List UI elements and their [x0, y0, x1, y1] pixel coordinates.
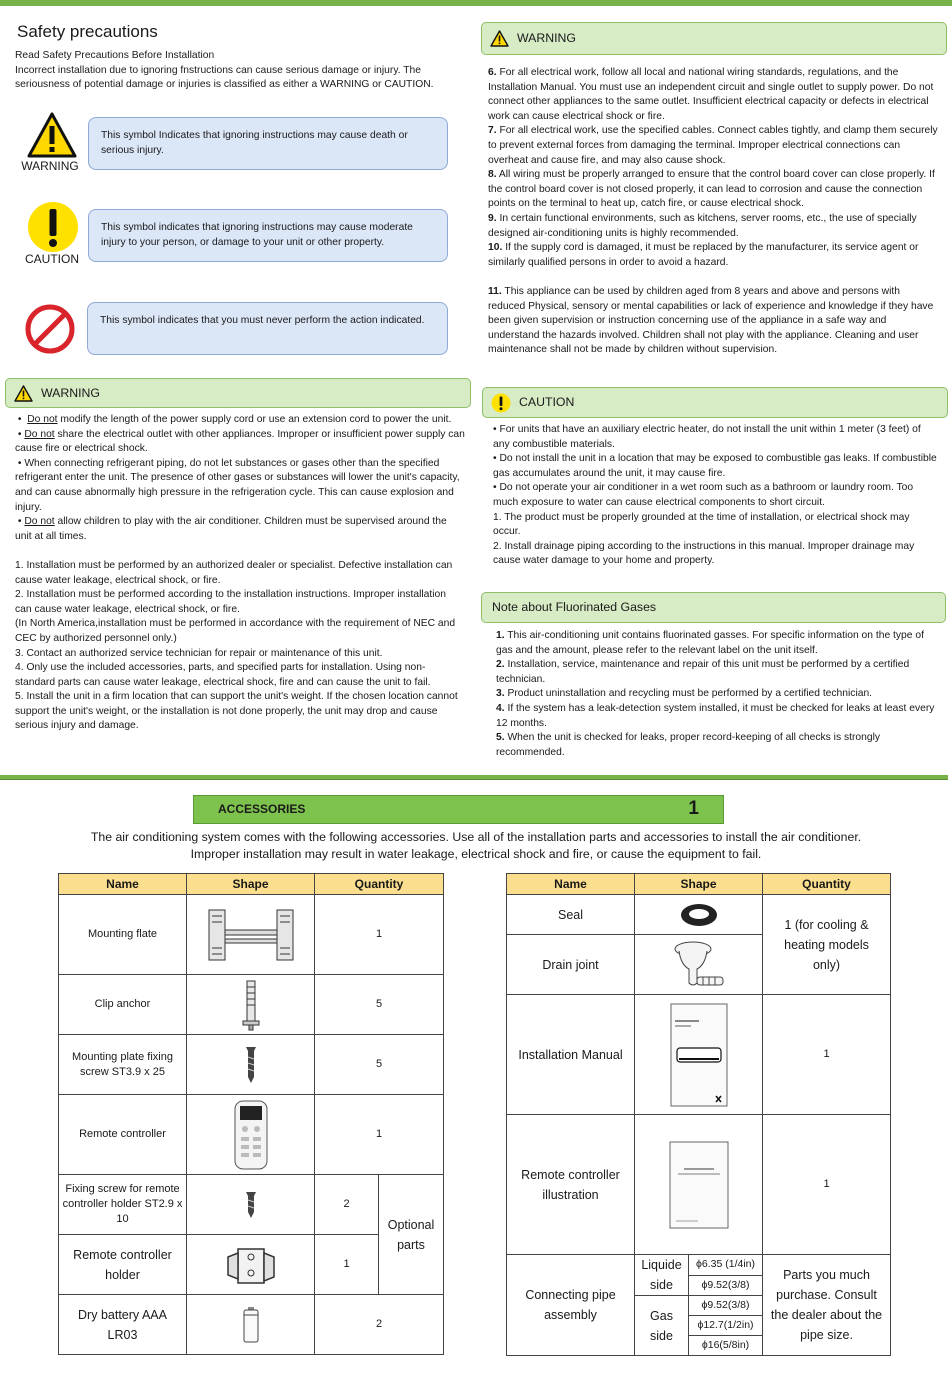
section-divider — [0, 775, 948, 780]
item-qty: 1 — [315, 1095, 444, 1175]
fluorinated-title: Note about Fluorinated Gases — [492, 600, 657, 615]
table-row — [507, 1115, 891, 1255]
col-header-quantity: Quantity — [315, 874, 444, 895]
item-name: Mounting plate fixing screw ST3.9 x 25 — [59, 1035, 187, 1095]
accessories-header — [193, 795, 724, 824]
header-intro — [15, 49, 465, 93]
warning-triangle-icon — [27, 112, 77, 164]
bullet-item: • Do not modify the length of the power supply cord or use an extension cord to power the unit. — [15, 414, 452, 425]
warning-symbol-label: WARNING — [21, 159, 79, 173]
pipe-size: ϕ9.52(3/8) — [689, 1275, 763, 1296]
liquid-side-label: Liquide side — [635, 1255, 689, 1296]
numbered-item: 3. Product uninstallation and recycling must be performed by a certified technician. — [496, 688, 873, 700]
numbered-item: 5. When the unit is checked for leaks, proper record-keeping of all checks is strongly recommended. — [496, 732, 881, 758]
caution-circle-icon — [27, 201, 79, 259]
pipe-size: ϕ6.35 (1/4in) — [689, 1255, 763, 1276]
remote-holder-icon — [190, 1243, 311, 1287]
intro-text: Incorrect installation due to ignoring fnstructions can cause serious damage or injury. The seriousness of potential damage or injuries is classified as either a WARNING or CAUTION. — [15, 64, 434, 91]
item-name: Clip anchor — [59, 975, 187, 1035]
accessories-title: ACCESSORIES — [218, 802, 306, 817]
item-qty: 1 — [763, 1115, 891, 1255]
numbered-item: 2. Installation must be performed according to the installation instructions. Improper installation can cause water leakage, electrical shock, or fire. — [15, 589, 446, 615]
item-name: Remote controller illustration — [507, 1115, 635, 1255]
table-row — [59, 1175, 444, 1235]
item-name: Installation Manual — [507, 995, 635, 1115]
screw-icon — [190, 1045, 311, 1085]
col-header-name: Name — [59, 874, 187, 895]
warning-symbol-callout — [88, 117, 448, 170]
item-qty: 1 — [315, 895, 444, 975]
table-row — [507, 895, 891, 935]
bullet-item: • For units that have an auxiliary electric heater, do not install the unit within 1 meter (3 feet) of any combustible materials. — [493, 424, 921, 450]
small-screw-icon — [190, 1190, 311, 1220]
optional-parts-label: Optional parts — [379, 1175, 444, 1295]
col-header-name: Name — [507, 874, 635, 895]
table-row — [507, 995, 891, 1115]
prohibit-symbol-text: This symbol indicates that you must never perform the action indicated. — [100, 315, 425, 326]
table-row — [59, 1295, 444, 1355]
caution-header — [482, 387, 948, 418]
accessories-table-right — [506, 873, 891, 1356]
caution-title: CAUTION — [519, 395, 575, 410]
left-warning-title: WARNING — [41, 385, 100, 400]
page-title: Safety precautions — [17, 22, 158, 41]
pipe-size: ϕ16(5/8in) — [689, 1336, 763, 1356]
item-qty: 5 — [315, 1035, 444, 1095]
left-warning-body — [15, 413, 465, 734]
numbered-item: 11. This appliance can be used by children aged from 8 years and above and persons with reduced Physical, sensory or mental capabilities or lack of experience and knowledge if they have been given supervision or instruction concerning use of the appliance in a safe way and understand the hazards involved. Children shall not play with the appliance. Cleaning and user maintenance shall not be made by children without supervision. — [488, 285, 934, 356]
left-warning-header — [5, 378, 471, 408]
item-qty: 5 — [315, 975, 444, 1035]
pipe-size: ϕ9.52(3/8) — [689, 1296, 763, 1316]
right-warning-title: WARNING — [517, 31, 576, 46]
top-accent-bar — [0, 0, 952, 6]
item-name: Fixing screw for remote controller holder ST2.9 x 10 — [59, 1175, 187, 1235]
installation-manual-icon — [638, 1002, 759, 1108]
bullet-item: • Do not install the unit in a location that may be exposed to combustible gas leaks. If combustible gas accumulates around the unit, it may cause fire. — [493, 453, 937, 479]
table-row — [59, 1095, 444, 1175]
right-warning-body — [488, 66, 940, 358]
table-row — [507, 1255, 891, 1276]
numbered-item: 10. If the supply cord is damaged, it must be replaced by the manufacturer, its service agent or similarly qualified persons in order to avoid a hazard. — [488, 242, 919, 268]
item-name: Dry battery AAA LR03 — [59, 1295, 187, 1355]
caution-small-icon — [491, 393, 511, 413]
item-name: Mounting flate — [59, 895, 187, 975]
warning-symbol-text: This symbol Indicates that ignoring instructions may cause death or serious injury. — [101, 130, 408, 156]
right-warning-header — [481, 22, 947, 55]
battery-icon — [190, 1306, 311, 1344]
numbered-item: 4. If the system has a leak-detection system installed, it must be checked for leaks at least every 12 months. — [496, 702, 935, 729]
item-name: Remote controller holder — [59, 1235, 187, 1295]
pipe-qty: Parts you much purchase. Consult the dealer about the pipe size. — [763, 1255, 891, 1356]
item-qty: 1 — [315, 1235, 379, 1295]
numbered-item: 1. Installation must be performed by an authorized dealer or specialist. Defective installation can cause water leakage, electrical shock, or fire. — [15, 559, 453, 586]
numbered-item: 4. Only use the included accessories, parts, and specified parts for installation. Using non-standard parts can cause water leakage, electrical shock, fire and can cause the unit to fail. — [15, 662, 431, 688]
fluorinated-header — [481, 592, 946, 623]
warning-small-icon — [490, 30, 509, 47]
numbered-item: 9. In certain functional environments, such as kitchens, server rooms, etc., the use of specially designed air-conditioning units is highly recommended. — [488, 212, 917, 239]
caution-body — [493, 423, 939, 569]
prohibited-icon — [24, 303, 76, 361]
caution-symbol-label: CAUTION — [25, 252, 79, 266]
table-row — [59, 975, 444, 1035]
seal-ring-icon — [638, 902, 759, 928]
col-header-shape: Shape — [635, 874, 763, 895]
warning-small-icon — [14, 385, 33, 402]
item-name: Drain joint — [507, 935, 635, 995]
remote-controller-icon — [190, 1099, 311, 1171]
fluorinated-body — [496, 629, 938, 760]
table-row — [59, 1035, 444, 1095]
seal-drain-qty: 1 (for cooling & heating models only) — [763, 895, 891, 995]
bullet-item: • Do not allow children to play with the air conditioner. Children must be supervised around the unit at all times. — [15, 516, 447, 542]
item-name: Seal — [507, 895, 635, 935]
accessories-intro: The air conditioning system comes with the following accessories. Use all of the installation parts and accessories to install the air conditioner. Improper installation may result in water leakage, electrical shock and fire, or cause the equipment to fail. — [90, 830, 862, 861]
caution-symbol-callout — [88, 209, 448, 262]
prohibit-symbol-callout — [87, 302, 448, 355]
bullet-item: • Do not share the electrical outlet with other appliances. Improper or insufficient power supply can cause fire or electrical shock. — [15, 428, 465, 455]
numbered-item: 1. The product must be properly grounded at the time of installation, or electrical shock may occur. — [493, 511, 910, 538]
remote-illustration-icon — [638, 1140, 759, 1230]
numbered-item: 1. This air-conditioning unit contains fluorinated gasses. For specific information on the type of gas and the amount, please refer to the relevant label on the unit itself. — [496, 630, 924, 656]
item-qty: 2 — [315, 1295, 444, 1355]
item-name: Connecting pipe assembly — [507, 1255, 635, 1356]
numbered-item: 3. Contact an authorized service technician for repair or maintenance of this unit. — [15, 647, 383, 659]
numbered-item: 7. For all electrical work, use the specified cables. Connect cables tightly, and clamp them securely to prevent external forces from damaging the terminal. Improper electrical connections can overheat and cause fire, and may also cause shock. — [488, 125, 938, 166]
bullet-item: • When connecting refrigerant piping, do not let substances or gases other than the specified refrigerant enter the unit. The presence of other gases or substances will lower the unit's capacity, and can cause abnormally high pressure in the refrigeration cycle. This can cause explosion and injury. — [15, 457, 460, 513]
item-qty: 1 — [763, 995, 891, 1115]
bullet-item: • Do not operate your air conditioner in a wet room such as a bathroom or laundry room. Too much exposure to water can cause electrical components to short circuit. — [493, 482, 914, 508]
mounting-plate-icon — [190, 906, 311, 964]
item-qty: 2 — [315, 1175, 379, 1235]
numbered-item: 6. For all electrical work, follow all local and national wiring standards, regulations, and the Installation Manual. You must use an independent circuit and single outlet to supply power. Do not connect other appliances to the same outlet. Insufficient electrical capacity or defects in electrical work can cause electrical shock or fire. — [488, 67, 934, 122]
page-number: 1 — [688, 798, 699, 820]
accessories-table-left — [58, 873, 444, 1355]
numbered-item: 2. Installation, service, maintenance and repair of this unit must be performed by a certified technician. — [496, 659, 910, 685]
pipe-size: ϕ12.7(1/2in) — [689, 1316, 763, 1336]
gas-side-label: Gas side — [635, 1296, 689, 1356]
col-header-quantity: Quantity — [763, 874, 891, 895]
col-header-shape: Shape — [187, 874, 315, 895]
subtitle: Read Safety Precautions Before Installation — [15, 50, 215, 61]
drain-joint-icon — [638, 939, 759, 991]
clip-anchor-icon — [190, 979, 311, 1031]
table-row — [59, 895, 444, 975]
item-name: Remote controller — [59, 1095, 187, 1175]
numbered-item: 8. All wiring must be properly arranged to ensure that the control board cover can close properly. If the control board cover is not closed properly, it can lead to corrosion and cause the connection points on the terminal to heat up, catch fire, or cause electrical shock. — [488, 169, 935, 210]
numbered-item: 2. Install drainage piping according to the instructions in this manual. Improper drainage may cause water damage to your home and property. — [493, 540, 915, 567]
caution-symbol-text: This symbol indicates that ignoring instructions may cause moderate injury to your person, or damage to your unit or other property. — [101, 222, 413, 248]
numbered-item: 5. Install the unit in a firm location that can support the unit's weight. If the chosen location cannot support the unit's weight, or the installation is not done properly, the unit may drop and cause serious injury and damage. — [15, 691, 458, 732]
numbered-item: (In North America,installation must be performed in accordance with the requirement of NEC and CEC by authorized personnel only.) — [15, 618, 456, 644]
